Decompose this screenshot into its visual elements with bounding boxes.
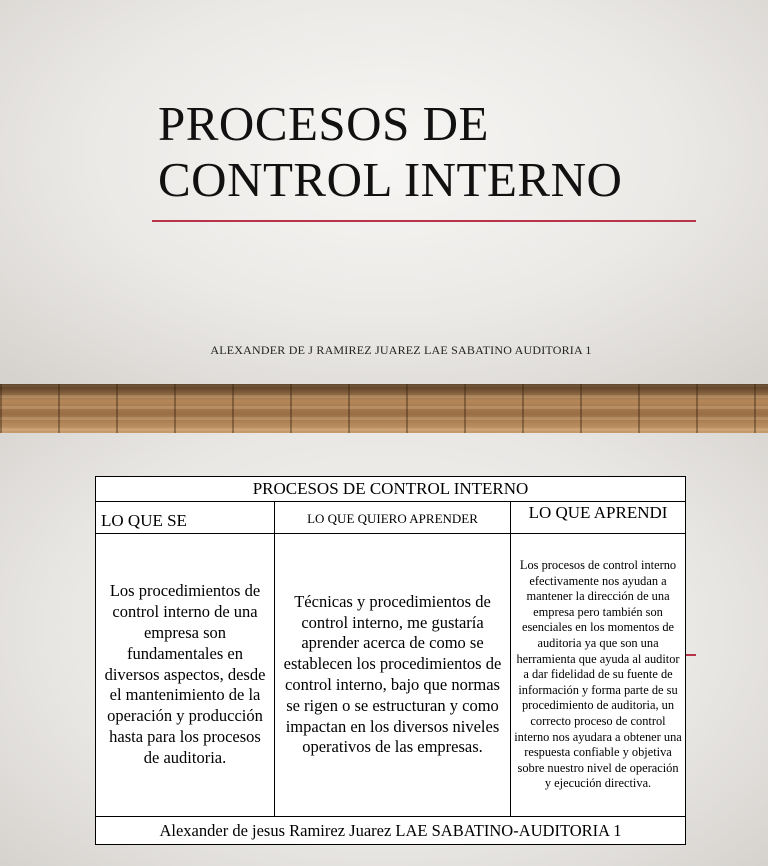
floor-shadow	[0, 384, 768, 398]
control-table	[95, 476, 686, 845]
slide-title-line-2: CONTROL INTERNO	[158, 152, 623, 207]
column-header-lo-que-quiero-aprender: LO QUE QUIERO APRENDER	[275, 502, 511, 534]
table-slide	[0, 433, 768, 866]
table-body-row	[96, 534, 686, 817]
table-header: PROCESOS DE CONTROL INTERNO	[96, 477, 686, 502]
column-headers-row	[96, 502, 686, 534]
column-header-lo-que-se: LO QUE SE	[96, 502, 275, 534]
table-footer: Alexander de jesus Ramirez Juarez LAE SABATINO-AUDITORIA 1	[96, 817, 686, 845]
title-underline	[152, 220, 696, 222]
cell-lo-que-aprendi: Los procesos de control interno efectivamente nos ayudan a mantener la dirección de una empresa pero también son esenciales en los momentos de auditoria ya que son una herramienta que ayuda al auditor a dar fidelidad de su fuente de información y forma parte de su procedimiento de auditoria, un correcto proceso de control interno nos ayudara a obtener una respuesta confiable y objetiva sobre nuestro nivel de operación y ejecución directiva.	[511, 534, 686, 817]
slide-subtitle: ALEXANDER DE J RAMIREZ JUAREZ LAE SABATINO AUDITORIA 1	[210, 343, 592, 357]
table-footer-row	[96, 817, 686, 845]
slide-title-line-1: PROCESOS DE	[158, 96, 489, 151]
cell-lo-que-se: Los procedimientos de control interno de una empresa son fundamentales en diversos aspectos, desde el mantenimiento de la operación y producción hasta para los procesos de auditoria.	[96, 534, 275, 817]
table-header-row	[96, 477, 686, 502]
cell-lo-que-quiero-aprender: Técnicas y procedimientos de control interno, me gustaría aprender acerca de como se establecen los procedimientos de control interno, bajo que normas se rigen o se estructuran y como impactan en los diversos niveles operativos de las empresas.	[275, 534, 511, 817]
slide-title	[158, 96, 622, 208]
column-header-lo-que-aprendi: LO QUE APRENDI	[511, 502, 686, 534]
